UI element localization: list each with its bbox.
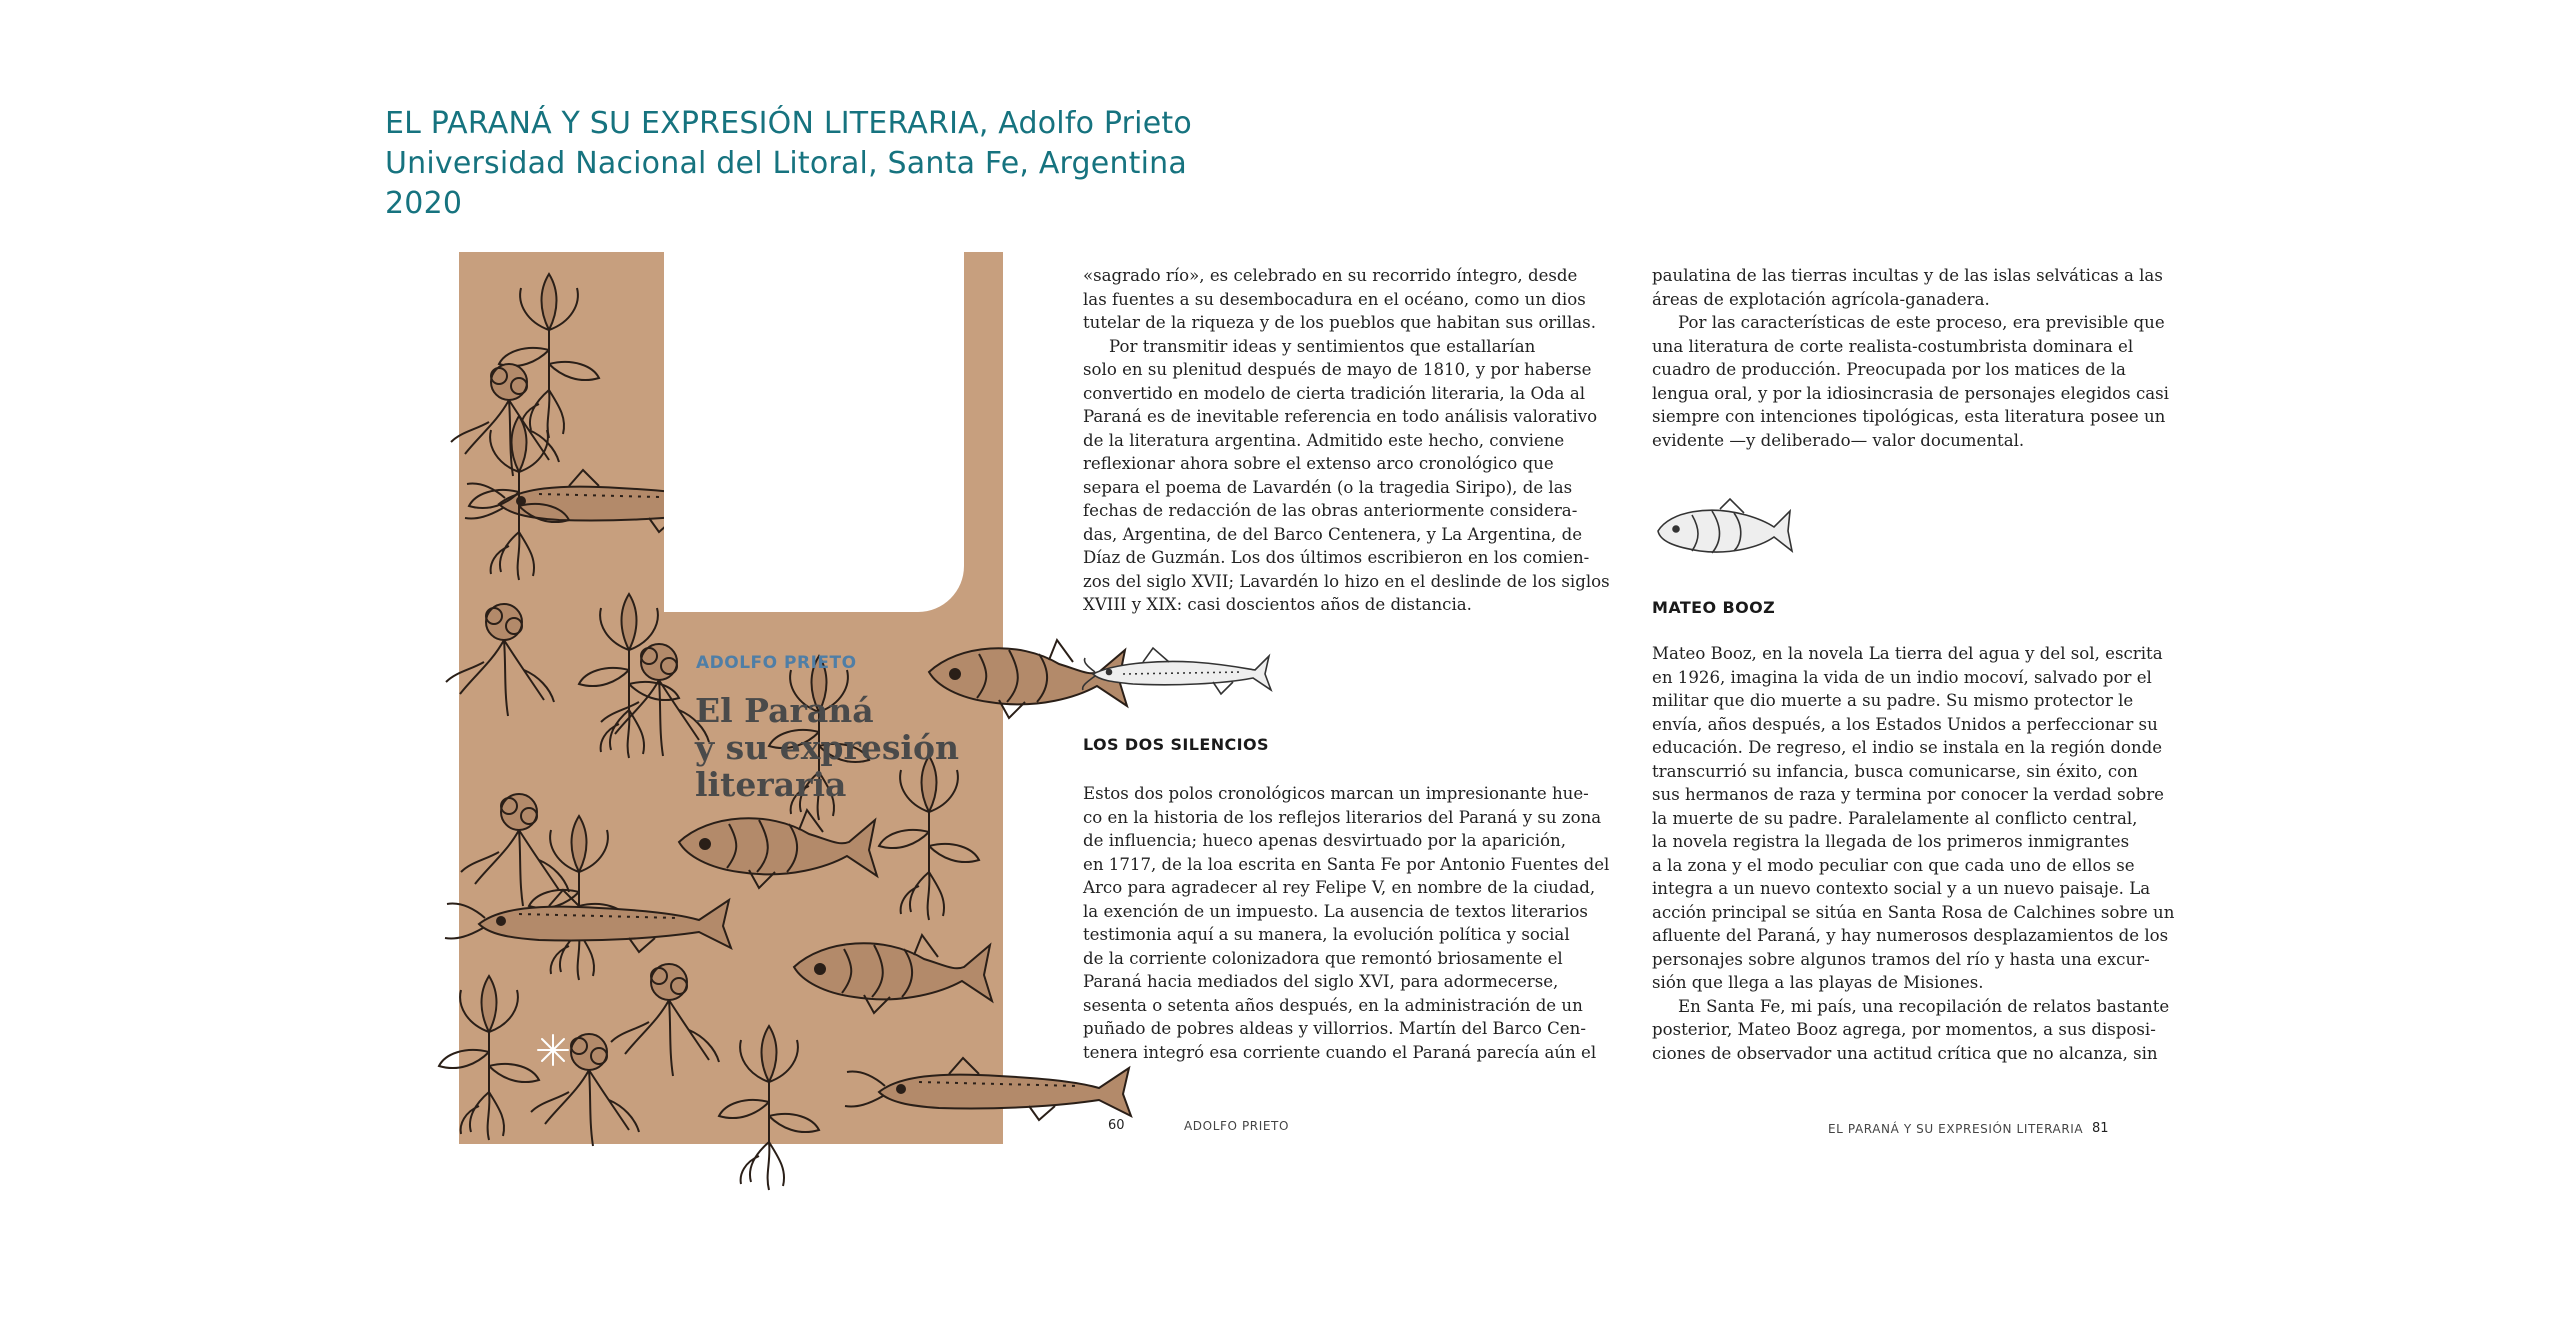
header-title: EL PARANÁ Y SU EXPRESIÓN LITERARIA, Adolfo Prieto bbox=[385, 106, 1192, 141]
text-line: convertido en modelo de cierta tradición literaria, la Oda al bbox=[1083, 383, 1586, 403]
text-line: a la zona y el modo peculiar con que cada uno de ellos se bbox=[1652, 855, 2135, 875]
text-line: una literatura de corte realista-costumbrista dominara el bbox=[1652, 336, 2134, 356]
text-line: áreas de explotación agrícola-ganadera. bbox=[1652, 289, 1990, 309]
text-line: Estos dos polos cronológicos marcan un impresionante hue- bbox=[1083, 784, 1589, 803]
right-running-head: EL PARANÁ Y SU EXPRESIÓN LITERARIA bbox=[1828, 1122, 2084, 1136]
header-institution: Universidad Nacional del Litoral, Santa Fe, Argentina bbox=[385, 146, 1187, 181]
text-line: Por transmitir ideas y sentimientos que estallarían bbox=[1109, 336, 1536, 356]
book-cover bbox=[459, 252, 1003, 1332]
text-line: tenera integró esa corriente cuando el Paraná parecía aún el bbox=[1083, 1042, 1597, 1062]
text-line: testimonia aquí a su manera, la evolución política y social bbox=[1083, 925, 1570, 944]
text-line: cuadro de producción. Preocupada por los matices de la bbox=[1652, 360, 2126, 379]
text-line: Díaz de Guzmán. Los dos últimos escribieron en los comien- bbox=[1083, 548, 1590, 567]
document-header bbox=[385, 104, 1192, 224]
text-line: de la corriente colonizadora que remontó briosamente el bbox=[1083, 948, 1563, 968]
left-running-head: ADOLFO PRIETO bbox=[1184, 1119, 1290, 1133]
text-line: Arco para agradecer al rey Felipe V, en nombre de la ciudad, bbox=[1083, 878, 1596, 897]
cover-publisher bbox=[948, 1187, 970, 1332]
text-line: envía, años después, a los Estados Unidos a perfeccionar su bbox=[1652, 714, 2158, 734]
header-year: 2020 bbox=[385, 186, 463, 221]
cover-title-panel bbox=[664, 252, 964, 612]
catfish-illustration bbox=[1083, 640, 1273, 700]
text-line: puñado de pobres aldeas y villorrios. Martín del Barco Cen- bbox=[1083, 1019, 1586, 1038]
text-line: evidente —y deliberado— valor documental. bbox=[1652, 430, 2025, 450]
cover-title-line: El Paraná bbox=[695, 691, 874, 730]
text-line: sus hermanos de raza y termina por conocer la verdad sobre bbox=[1652, 785, 2164, 804]
right-page-number: 81 bbox=[2092, 1121, 2109, 1136]
text-line: das, Argentina, de del Barco Centenera, y La Argentina, de bbox=[1083, 524, 1583, 544]
text-line: transcurrió su infancia, busca comunicarse, sin éxito, con bbox=[1652, 761, 2138, 781]
right-page-column-bottom bbox=[1652, 642, 2175, 1065]
text-line: posterior, Mateo Booz agrega, por momentos, a sus disposi- bbox=[1652, 1020, 2156, 1039]
text-line: las fuentes a su desembocadura en el océano, como un dios bbox=[1083, 289, 1586, 309]
text-line: personajes sobre algunos tramos del río y hasta una excur- bbox=[1652, 949, 2150, 969]
text-line: paulatina de las tierras incultas y de las islas selváticas a las bbox=[1652, 266, 2163, 285]
publisher-brand: UNL bbox=[948, 1187, 970, 1232]
text-line: zos del siglo XVII; Lavardén lo hizo en el deslinde de los siglos bbox=[1083, 571, 1610, 591]
text-line: militar que dio muerte a su padre. Su mismo protector le bbox=[1652, 691, 2134, 710]
text-line: reflexionar ahora sobre el extenso arco cronológico que bbox=[1083, 454, 1554, 473]
text-line: solo en su plenitud después de mayo de 1810, y por haberse bbox=[1083, 360, 1592, 379]
text-line: de la literatura argentina. Admitido este hecho, conviene bbox=[1083, 430, 1565, 450]
section-title-los-dos-silencios: LOS DOS SILENCIOS bbox=[1083, 735, 1269, 754]
cover-author: ADOLFO PRIETO bbox=[696, 653, 857, 673]
text-line: separa el poema de Lavardén (o la tragedia Siripo), de las bbox=[1083, 477, 1573, 497]
text-line: Paraná hacia mediados del siglo XVI, para adormecerse, bbox=[1083, 972, 1559, 991]
text-line: la muerte de su padre. Paralelamente al conflicto central, bbox=[1652, 808, 2138, 828]
right-page-column-top bbox=[1652, 264, 2169, 452]
publisher-logo-icon bbox=[535, 1032, 571, 1068]
text-line: de influencia; hueco apenas desvirtuado por la aparición, bbox=[1083, 831, 1566, 850]
text-line: la exención de un impuesto. La ausencia de textos literarios bbox=[1083, 901, 1588, 921]
left-page-column-bottom bbox=[1083, 782, 1610, 1064]
text-line: sión que llega a las playas de Misiones. bbox=[1652, 973, 1984, 992]
text-line: Paraná es de inevitable referencia en todo análisis valorativo bbox=[1083, 407, 1598, 426]
text-line: educación. De regreso, el indio se instala en la región donde bbox=[1652, 738, 2163, 757]
text-line: tutelar de la riqueza y de los pueblos que habitan sus orillas. bbox=[1083, 313, 1596, 332]
text-line: ciones de observador una actitud crítica que no alcanza, sin bbox=[1652, 1043, 2158, 1063]
cover-title bbox=[695, 692, 965, 803]
text-line: la novela registra la llegada de los primeros inmigrantes bbox=[1652, 832, 2130, 851]
section-title-mateo-booz: MATEO BOOZ bbox=[1652, 598, 1776, 617]
text-line: XVIII y XIX: casi doscientos años de distancia. bbox=[1083, 595, 1472, 614]
text-line: afluente del Paraná, y hay numerosos desplazamientos de los bbox=[1652, 926, 2169, 945]
fish-illustration bbox=[1650, 497, 1795, 563]
left-page-column-top bbox=[1083, 264, 1610, 617]
text-line: lengua oral, y por la idiosincrasia de personajes elegidos casi bbox=[1652, 383, 2169, 403]
text-line: «sagrado río», es celebrado en su recorrido íntegro, desde bbox=[1083, 266, 1578, 285]
left-page-number: 60 bbox=[1108, 1118, 1125, 1133]
text-line: integra a un nuevo contexto social y a un nuevo paisaje. La bbox=[1652, 879, 2151, 898]
publisher-prefix: ediciones bbox=[948, 1238, 970, 1332]
text-line: sesenta o setenta años después, en la administración de un bbox=[1083, 995, 1583, 1015]
text-line: en 1926, imagina la vida de un indio mocoví, salvado por el bbox=[1652, 667, 2152, 687]
text-line: Por las características de este proceso, era previsible que bbox=[1678, 313, 2165, 332]
text-line: Mateo Booz, en la novela La tierra del agua y del sol, escrita bbox=[1652, 644, 2163, 663]
cover-title-line: y su expresión bbox=[695, 728, 959, 767]
text-line: en 1717, de la loa escrita en Santa Fe por Antonio Fuentes del bbox=[1083, 854, 1610, 874]
text-line: acción principal se sitúa en Santa Rosa de Calchines sobre un bbox=[1652, 902, 2175, 922]
text-line: co en la historia de los reflejos literarios del Paraná y su zona bbox=[1083, 807, 1602, 827]
text-line: fechas de redacción de las obras anteriormente considera- bbox=[1083, 501, 1578, 520]
text-line: siempre con intenciones tipológicas, esta literatura posee un bbox=[1652, 407, 2166, 426]
cover-title-line: literaria bbox=[695, 765, 847, 804]
text-line: En Santa Fe, mi país, una recopilación de relatos bastante bbox=[1678, 996, 2170, 1016]
